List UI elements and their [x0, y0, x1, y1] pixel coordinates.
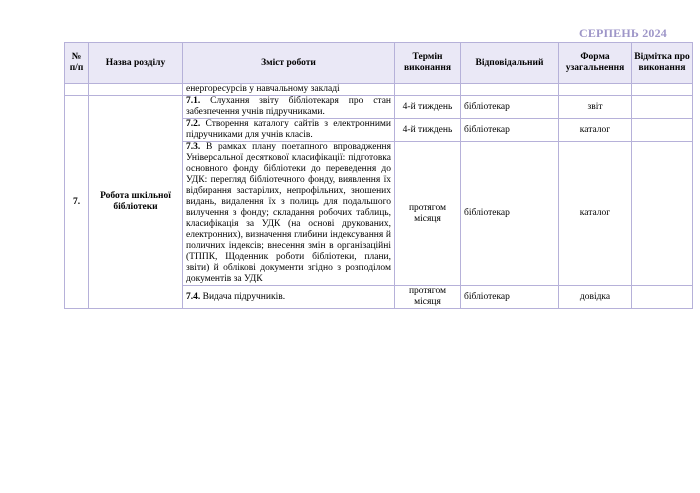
item-code: 7.1. — [186, 96, 201, 106]
continuation-text: енергоресурсів у навчальному закладі — [183, 84, 395, 96]
form-cell: звіт — [559, 96, 632, 119]
item-text: Слухання звіту бібліотекаря про стан забезпечення учнів підручниками. — [186, 96, 392, 117]
form-cell: каталог — [559, 142, 632, 286]
continuation-row — [65, 84, 693, 96]
responsible-cell: бібліотекар — [461, 96, 559, 119]
responsible-cell: бібліотекар — [461, 119, 559, 142]
form-cell: каталог — [559, 119, 632, 142]
header-responsible: Відповідальний — [461, 43, 559, 84]
item-text: Створення каталогу сайтів з електронними підручниками для учнів класів. — [186, 119, 391, 140]
mark-cell — [632, 96, 693, 119]
responsible-cell: бібліотекар — [461, 286, 559, 309]
term-cell: 4-й тиждень — [395, 119, 461, 142]
work-content — [183, 286, 395, 309]
header-content: Зміст роботи — [183, 43, 395, 84]
item-text: Видача підручників. — [202, 291, 286, 302]
item-code: 7.3. — [186, 142, 201, 152]
header-form: Форма узагальнення — [559, 43, 632, 84]
work-content — [183, 96, 395, 119]
work-content — [183, 119, 395, 142]
responsible-cell: бібліотекар — [461, 142, 559, 286]
header-row — [65, 43, 693, 84]
mark-cell — [632, 142, 693, 286]
month-label: СЕРПЕНЬ 2024 — [578, 26, 667, 40]
term-cell: протягом місяця — [395, 142, 461, 286]
header-mark: Відмітка про виконання — [632, 43, 693, 84]
header-term: Термін виконання — [395, 43, 461, 84]
mark-cell — [632, 119, 693, 142]
header-section: Назва розділу — [89, 43, 183, 84]
term-cell: 4-й тиждень — [395, 96, 461, 119]
work-plan-table — [64, 42, 693, 309]
item-text: В рамках плану поетапного впровадження Універсальної десяткової класифікації: підготовка основного фонду бібліотеки до переведення до УДК: перегляд бібліотечного фонду, виявлення їх відбирання застарілих, непрофільних, зношених видань, видалення їх з полиць для подальшого вилучення з фонду; складання робочих таблиць, класифікація за УДК (на основі друкованих, електронних), визначення глибини індексування й поличних індексів; внесення змін в організаційні (ТППК, Щоденник роботи бібліотеки, плани, звіти) й облікові документи згідно з розподілом документів за УДК — [186, 142, 391, 284]
work-content — [183, 142, 395, 286]
term-cell: протягом місяця — [395, 286, 461, 309]
section-title: Робота шкільної бібліотеки — [89, 96, 183, 309]
item-code: 7.4. — [186, 291, 201, 302]
form-cell: довідка — [559, 286, 632, 309]
table-row — [65, 96, 693, 119]
section-number: 7. — [65, 96, 89, 309]
header-num: № п/п — [65, 43, 89, 84]
item-code: 7.2. — [186, 119, 201, 129]
mark-cell — [632, 286, 693, 309]
